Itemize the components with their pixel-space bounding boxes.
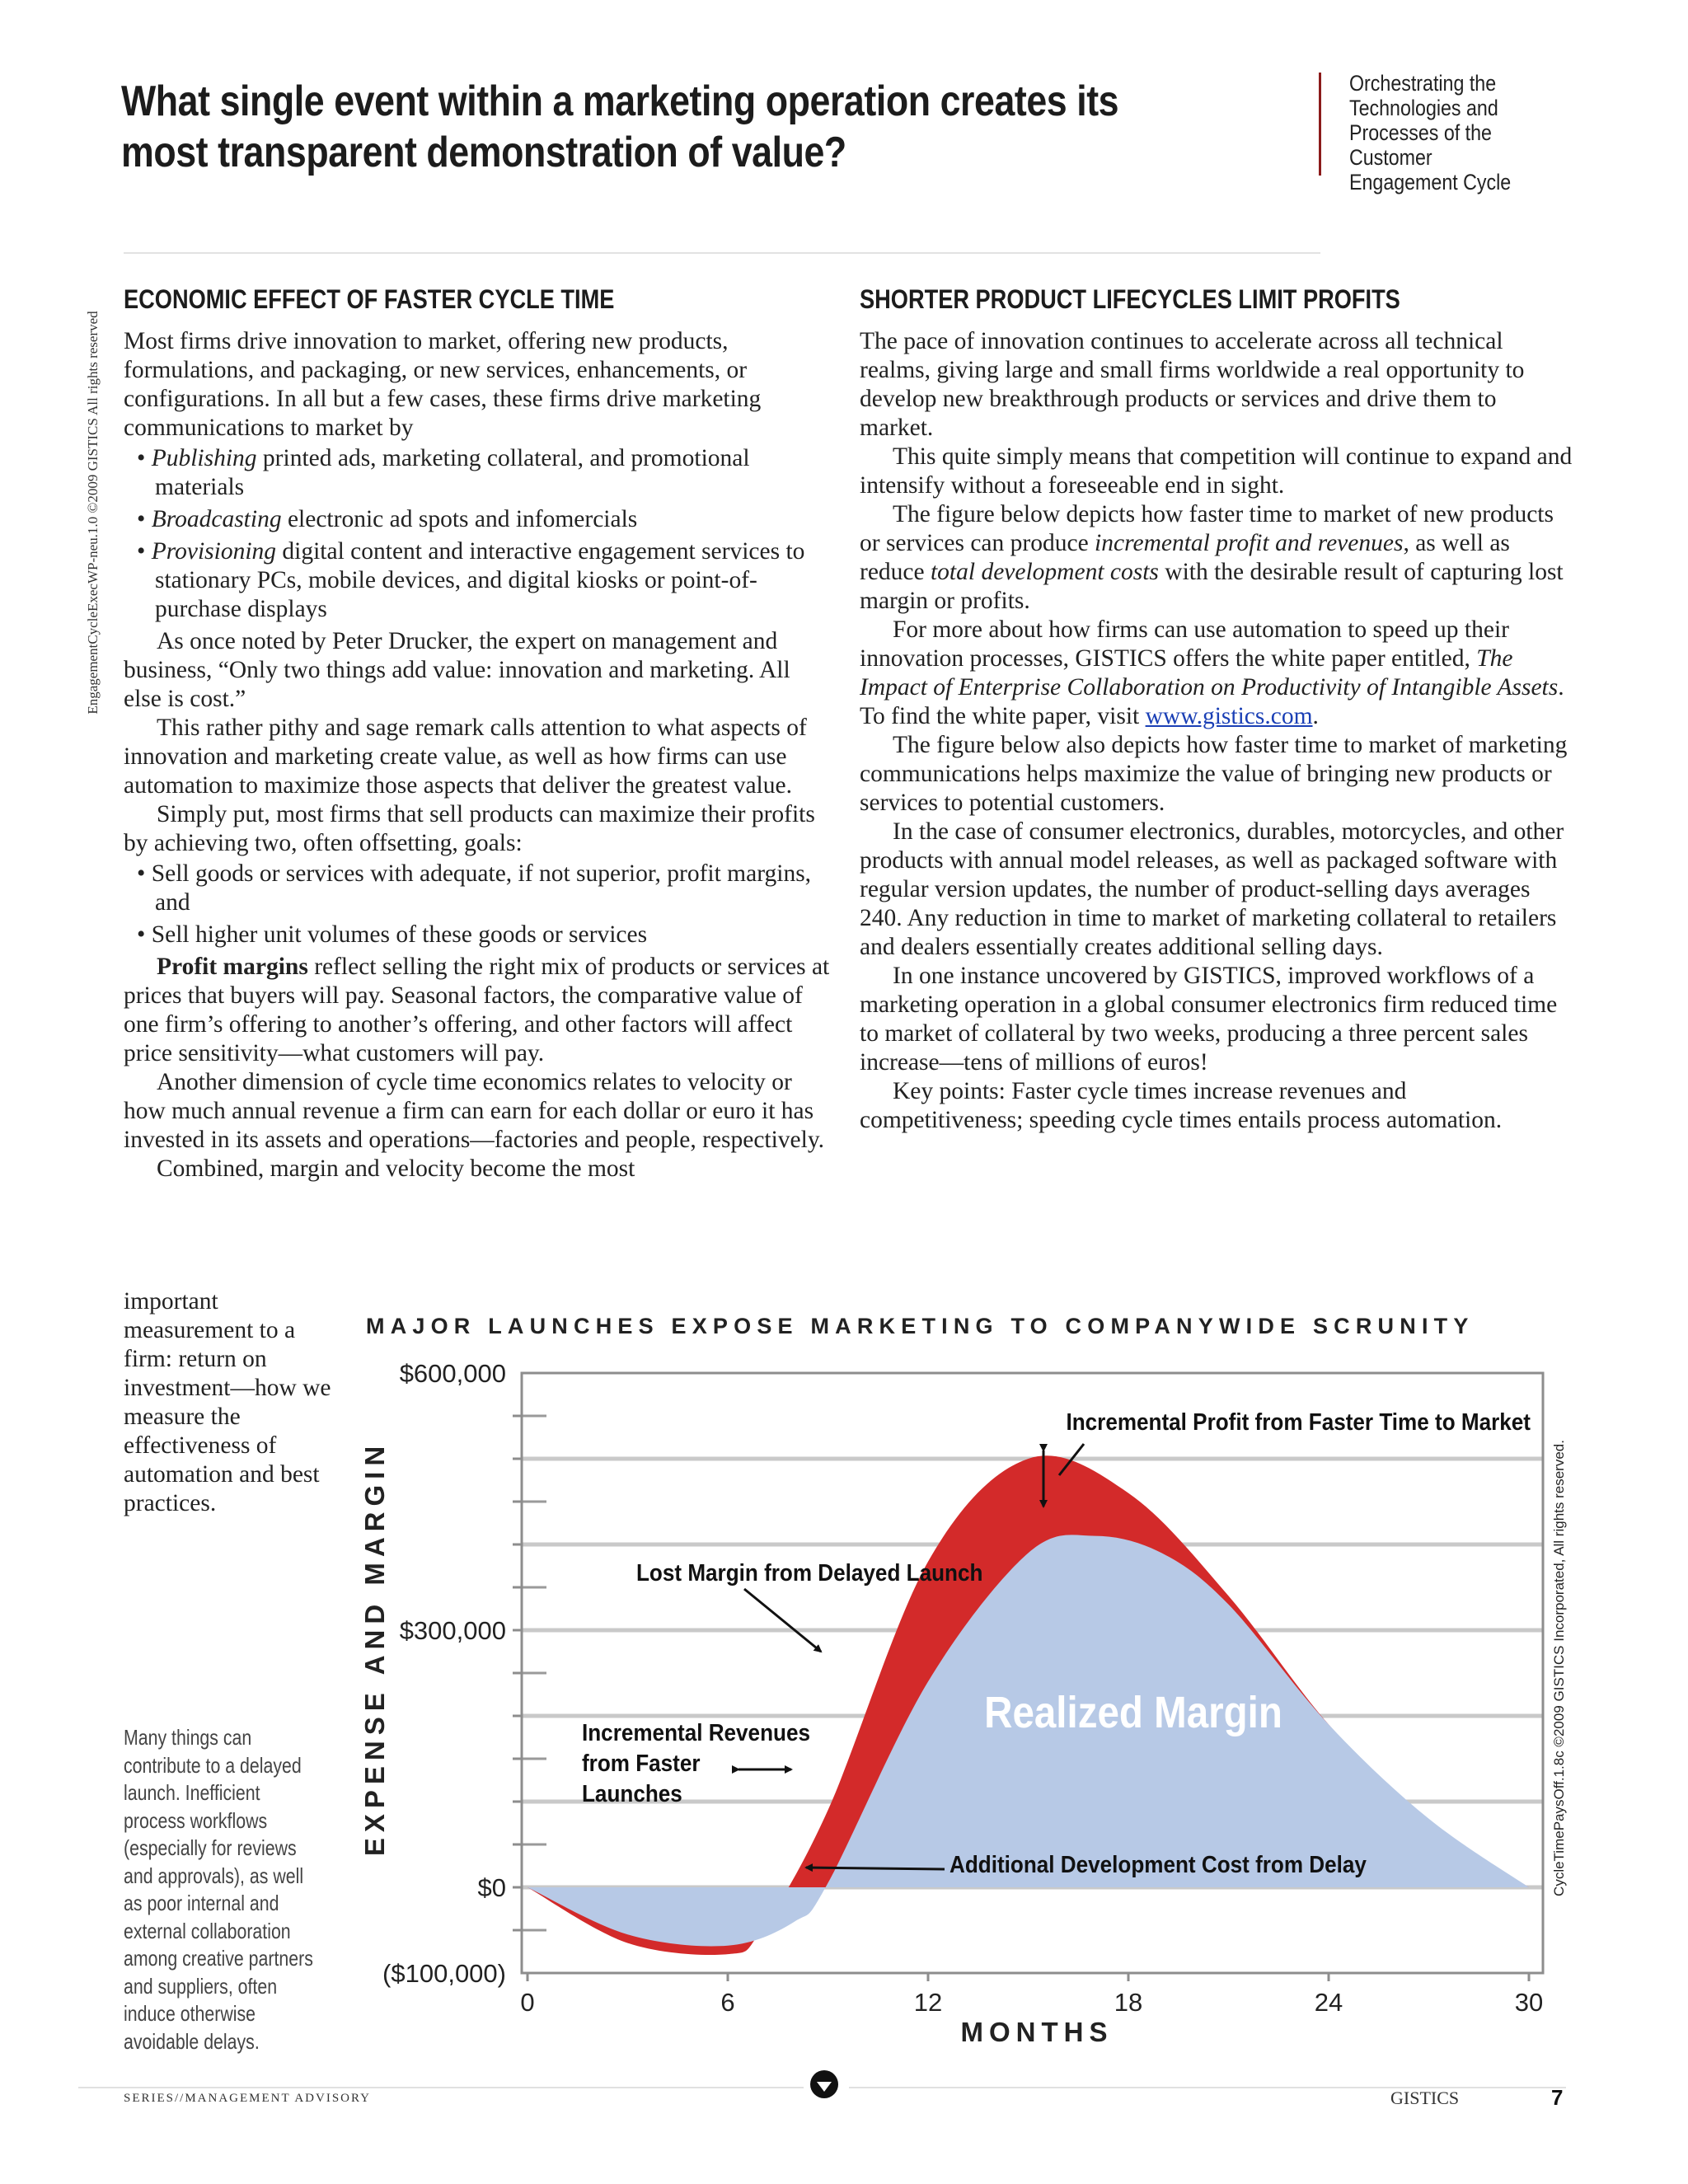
bullet-text: Sell higher unit volumes of these goods or services	[151, 921, 648, 948]
x-tick-label: 18	[1114, 1988, 1143, 2017]
dev-cost-arrow	[806, 1868, 945, 1869]
right-p8: Key points: Faster cycle times increase revenues and competitiveness; speeding cycle times entails process automation.	[860, 1078, 1503, 1133]
bullet-term: Broadcasting	[151, 506, 282, 532]
x-tick-label: 24	[1314, 1988, 1343, 2017]
right-column-heading: SHORTER PRODUCT LIFECYCLES LIMIT PROFITS	[860, 284, 1400, 314]
y-ticks	[382, 1359, 506, 1988]
annotation-realized-margin: Realized Margin	[984, 1687, 1282, 1737]
chart-caption: Many things can contribute to a delayed launch. Inefficient process workflows (especially for reviews and approvals), as well as poor internal and external collaboration among creative partners and suppliers, often induce otherwise avoidable delays.	[124, 1725, 313, 2054]
left-another-paragraph: Another dimension of cycle time economics relates to velocity or how much annual revenue a firm can earn for each dollar or euro it has invested in its assets and operations—factories and people, respectively.	[124, 1069, 825, 1153]
text-emphasis: incremental profit and revenues	[1095, 530, 1404, 556]
text-run: . To find the white paper, visit	[860, 674, 1564, 729]
list-item: • Publishing printed ads, marketing collateral, and promotional materials	[137, 445, 750, 500]
vertical-copyright-text: EngagementCycleExecWP-neu.1.0 ©2009 GISTICS All rights reserved	[85, 311, 101, 715]
lost-margin-arrow	[744, 1589, 821, 1652]
left-drucker-paragraph: As once noted by Peter Drucker, the expert on management and business, “Only two things add value: innovation and marketing. All else is cost.”	[124, 628, 790, 712]
bullet-text: electronic ad spots and infomercials	[281, 506, 638, 532]
y-tick-label: $300,000	[399, 1616, 506, 1645]
y-tick-label: $600,000	[399, 1359, 506, 1388]
left-profit-paragraph: reflect selling the right mix of products or services at prices that buyers will pay. Seasonal factors, the comparative value of one firm’s offering to another’s offering, and other factors will affect price sensitivity—what customers will pay.	[124, 954, 830, 1066]
y-axis-label: EXPENSE AND MARGIN	[359, 1440, 390, 1857]
annotation-line: Launches	[582, 1779, 682, 1807]
list-item: • Sell goods or services with adequate, if not superior, profit margins, and	[137, 860, 812, 916]
x-tick-label: 30	[1514, 1988, 1544, 2017]
page-number: 7	[1551, 2085, 1564, 2110]
left-remark-paragraph: This rather pithy and sage remark calls attention to what aspects of innovation and marketing create value, as well as how firms can use automation to maximize those aspects that deliver the greatest value.	[124, 715, 807, 799]
list-item: • Provisioning digital content and interactive engagement services to stationary PCs, mobile devices, and digital kiosks or point-of-purchase displays	[137, 538, 805, 622]
text-emphasis: total development costs	[930, 559, 1159, 585]
left-combined-paragraph: Combined, margin and velocity become the most	[157, 1155, 635, 1182]
bullet-text: Sell goods or services with adequate, if not superior, profit margins, and	[151, 860, 812, 916]
annotation-lost-margin: Lost Margin from Delayed Launch	[636, 1558, 983, 1586]
text-run: The figure below depicts how faster time to market of new products or services can produce	[860, 501, 1554, 556]
right-p6: In the case of consumer electronics, durables, motorcycles, and other products with annual model releases, as well as packaged software with regular version updates, the number of product-selling days averages 240. Any reduction in time to market of marketing collateral to retailers and dealers essentially creates additional selling days.	[860, 818, 1564, 960]
chart-copyright: CycleTimePaysOff.1.8c ©2009 GISTICS Incorporated, All rights reserved.	[1551, 1440, 1567, 1896]
left-column-tail: important measurement to a firm: return on investment—how we measure the effectiveness of automation and best practices.	[124, 1288, 331, 1516]
left-column-heading: ECONOMIC EFFECT OF FASTER CYCLE TIME	[124, 284, 615, 314]
x-tick-label: 12	[913, 1988, 943, 2017]
x-tick-label: 0	[520, 1988, 535, 2017]
x-tick-label: 6	[720, 1988, 735, 2017]
y-tick-label: $0	[477, 1873, 506, 1902]
text-run: .	[1312, 703, 1319, 729]
footer-brand: GISTICS	[1390, 2088, 1460, 2108]
bullet-term: Publishing	[151, 445, 257, 471]
list-item: • Broadcasting electronic ad spots and infomercials	[137, 506, 638, 532]
text-emphasis: The Impact of Enterprise Collaboration on Productivity of Intangible Assets	[860, 645, 1559, 701]
footer-rule-left	[78, 2087, 804, 2088]
annotation-line: Incremental Revenues	[582, 1718, 810, 1746]
text-run: For more about how firms can use automation to speed up their innovation processes, GISTICS offers the white paper entitled,	[860, 616, 1509, 672]
x-ticks	[520, 1973, 1543, 2017]
gistics-link[interactable]: www.gistics.com	[1145, 703, 1313, 729]
chart-title: MAJOR LAUNCHES EXPOSE MARKETING TO COMPANYWIDE SCRUNITY	[366, 1314, 1475, 1338]
left-intro: Most firms drive innovation to market, offering new products, formulations, and packaging, or new services, enhancements, or configurations. In all but a few cases, these firms drive marketing communications to market by	[124, 328, 762, 441]
list-item: • Sell higher unit volumes of these goods or services	[137, 921, 648, 948]
header-tagline: Orchestrating the Technologies and Processes of the Customer Engagement Cycle	[1349, 71, 1512, 194]
bullet-text: printed ads, marketing collateral, and promotional materials	[155, 445, 750, 500]
text-run: , as well as reduce	[860, 530, 1510, 585]
right-p1: The pace of innovation continues to accelerate across all technical realms, giving large and small firms worldwide a real opportunity to develop new breakthrough products or services and drive them to market.	[860, 328, 1525, 441]
bullet-text: digital content and interactive engagement services to stationary PCs, mobile devices, and digital kiosks or point-of-purchase displays	[155, 538, 805, 622]
annotation-line: from Faster	[582, 1749, 701, 1777]
bullet-term: Provisioning	[151, 538, 277, 565]
x-axis-label: MONTHS	[960, 2017, 1114, 2047]
footer-series-label: SERIES//MANAGEMENT ADVISORY	[124, 2092, 371, 2105]
y-tick-label: ($100,000)	[382, 1959, 506, 1988]
page-headline: What single event within a marketing operation creates its most transparent demonstration of value?	[121, 77, 1119, 176]
right-p7: In one instance uncovered by GISTICS, improved workflows of a marketing operation in a global consumer electronics firm reduced time to market of collateral by two weeks, producing a three percent sales increase—tens of millions of euros!	[860, 963, 1558, 1076]
right-p5: The figure below also depicts how faster time to market of marketing communications helps maximize the value of bringing new products or services to potential customers.	[860, 732, 1568, 816]
profit-margins-term: Profit margins	[157, 954, 308, 980]
right-p2: This quite simply means that competition will continue to expand and intensify without a foreseeable end in sight.	[860, 443, 1573, 499]
text-run: with the desirable result of capturing lost margin or profits.	[860, 559, 1564, 614]
left-simply-paragraph: Simply put, most firms that sell products can maximize their profits by achieving two, often offsetting, goals:	[124, 801, 815, 856]
annotation-incremental-profit: Incremental Profit from Faster Time to Market	[1066, 1408, 1531, 1436]
annotation-incremental-revenues	[582, 1719, 810, 1807]
annotation-dev-cost: Additional Development Cost from Delay	[950, 1850, 1367, 1878]
